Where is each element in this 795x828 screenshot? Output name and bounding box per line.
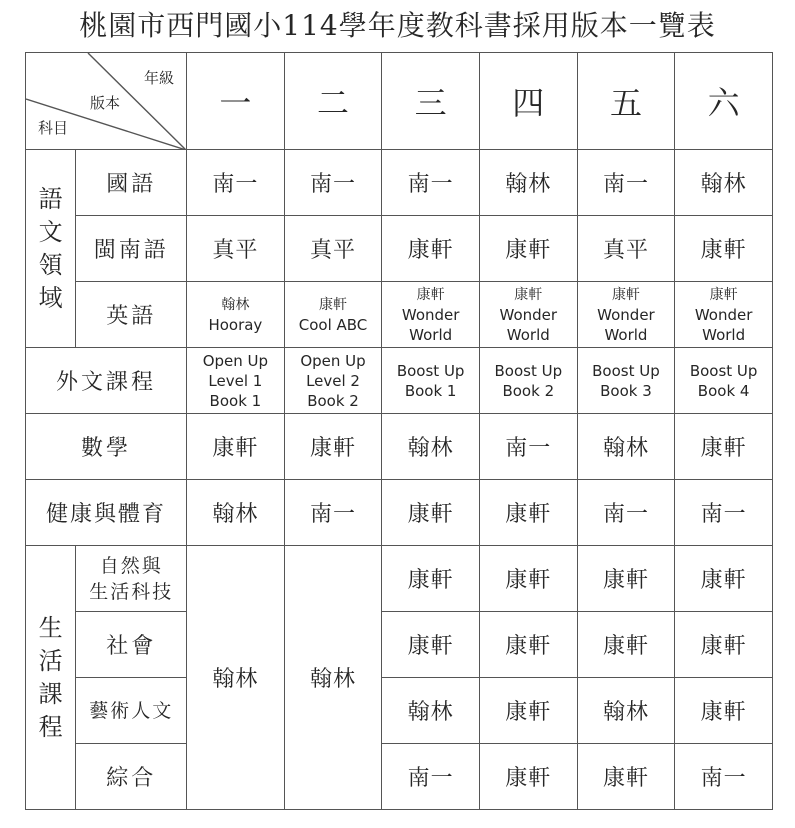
table-row-mandarin <box>26 150 773 216</box>
subject-mandarin: 國語 <box>76 150 187 216</box>
grade-6-header: 六 <box>675 53 773 150</box>
table-cell: 康軒 Wonder World <box>675 282 773 348</box>
table-cell: 康軒 <box>479 480 577 546</box>
subject-pe: 健康與體育 <box>26 480 187 546</box>
section-language: 語 文 領 域 <box>26 150 76 348</box>
corner-edition-label: 版本 <box>90 94 121 112</box>
table-cell: 康軒 <box>577 546 675 612</box>
table-cell: 康軒 <box>479 546 577 612</box>
table-cell: 康軒 <box>382 480 480 546</box>
header-row <box>26 53 773 150</box>
table-cell: 南一 <box>675 744 773 810</box>
corner-grade-label: 年級 <box>144 69 175 87</box>
table-cell: Boost Up Book 2 <box>479 348 577 414</box>
table-cell: 康軒 <box>479 744 577 810</box>
table-cell: 翰林 <box>382 678 480 744</box>
table-cell-merged: 翰林 <box>284 546 382 810</box>
textbook-table <box>25 52 773 810</box>
table-cell: 翰林 <box>675 150 773 216</box>
subject-social: 社會 <box>76 612 187 678</box>
subject-science: 自然與 生活科技 <box>76 546 187 612</box>
table-cell: 南一 <box>187 150 285 216</box>
table-row-pe <box>26 480 773 546</box>
table-cell: 康軒 <box>577 612 675 678</box>
table-row-arts <box>26 678 773 744</box>
subject-math: 數學 <box>26 414 187 480</box>
page-title: 桃園市西門國小114學年度教科書採用版本一覽表 <box>79 9 716 42</box>
table-row-science <box>26 546 773 612</box>
table-cell: 南一 <box>675 480 773 546</box>
table-cell: 真平 <box>577 216 675 282</box>
table-cell: 翰林 <box>479 150 577 216</box>
subject-integrated: 綜合 <box>76 744 187 810</box>
table-cell: 翰林 <box>577 414 675 480</box>
table-row-integrated <box>26 744 773 810</box>
table-cell: Boost Up Book 3 <box>577 348 675 414</box>
table-row-social <box>26 612 773 678</box>
table-cell: 康軒 <box>675 612 773 678</box>
table-cell: 康軒 Wonder World <box>382 282 480 348</box>
grade-5-header: 五 <box>577 53 675 150</box>
table-cell: 康軒 Wonder World <box>479 282 577 348</box>
table-cell: 南一 <box>382 744 480 810</box>
table-cell: Open Up Level 2 Book 2 <box>284 348 382 414</box>
grade-4-header: 四 <box>479 53 577 150</box>
table-cell: 康軒 <box>382 216 480 282</box>
table-cell: 康軒 <box>479 216 577 282</box>
table-cell: 南一 <box>577 150 675 216</box>
table-cell: 南一 <box>479 414 577 480</box>
table-cell-merged: 翰林 <box>187 546 285 810</box>
table-row-english <box>26 282 773 348</box>
table-row-math <box>26 414 773 480</box>
table-cell: 康軒 <box>382 612 480 678</box>
table-cell: 康軒 <box>284 414 382 480</box>
table-cell: 翰林 <box>577 678 675 744</box>
subject-minnan: 閩南語 <box>76 216 187 282</box>
table-cell: 康軒 <box>479 612 577 678</box>
grade-1-header: 一 <box>187 53 285 150</box>
table-cell: 南一 <box>284 480 382 546</box>
corner-subject-label: 科目 <box>38 119 69 137</box>
table-row-foreign <box>26 348 773 414</box>
corner-header <box>26 53 187 150</box>
grade-3-header: 三 <box>382 53 480 150</box>
table-cell: 南一 <box>577 480 675 546</box>
table-cell: 真平 <box>284 216 382 282</box>
table-row-minnan <box>26 216 773 282</box>
grade-2-header: 二 <box>284 53 382 150</box>
table-cell: 康軒 <box>382 546 480 612</box>
subject-foreign: 外文課程 <box>26 348 187 414</box>
table-cell: 康軒 <box>675 414 773 480</box>
table-cell: Boost Up Book 1 <box>382 348 480 414</box>
table-cell: 康軒 <box>479 678 577 744</box>
table-cell: 真平 <box>187 216 285 282</box>
table-cell: Boost Up Book 4 <box>675 348 773 414</box>
table-cell: 康軒 <box>675 216 773 282</box>
table-cell: 康軒 <box>675 546 773 612</box>
table-cell: 康軒 <box>187 414 285 480</box>
section-life: 生 活 課 程 <box>26 546 76 810</box>
table-cell: 翰林 Hooray <box>187 282 285 348</box>
table-cell: 康軒 <box>675 678 773 744</box>
table-cell: 康軒 <box>577 744 675 810</box>
table-cell: 康軒 Wonder World <box>577 282 675 348</box>
subject-arts: 藝術人文 <box>76 678 187 744</box>
table-cell: Open Up Level 1 Book 1 <box>187 348 285 414</box>
subject-english: 英語 <box>76 282 187 348</box>
table-cell: 南一 <box>284 150 382 216</box>
table-cell: 翰林 <box>382 414 480 480</box>
table-cell: 南一 <box>382 150 480 216</box>
table-cell: 翰林 <box>187 480 285 546</box>
table-cell: 康軒 Cool ABC <box>284 282 382 348</box>
